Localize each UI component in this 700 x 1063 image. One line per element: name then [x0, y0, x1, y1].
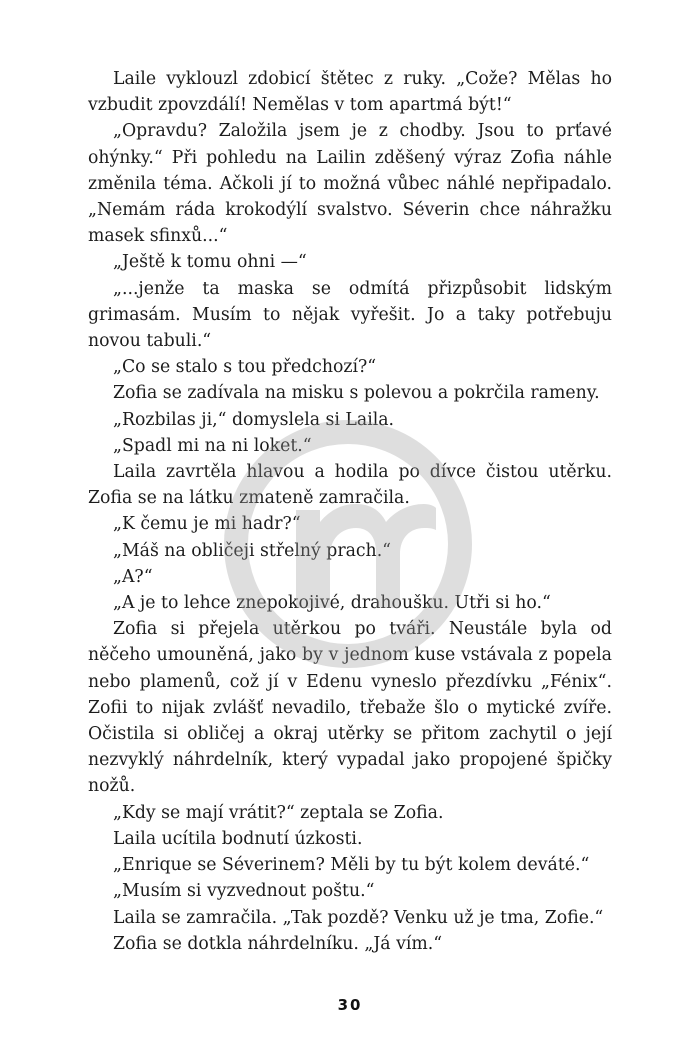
paragraph: „K čemu je mi hadr?“	[113, 514, 301, 535]
paragraph: „...jenže ta maska se odmítá přizpůsobit lidským grimasám. Musím to nějak vyřešit. Jo a taky potřebuju novou tabuli.“	[88, 278, 612, 352]
paragraph: „Spadl mi na ni loket.“	[113, 435, 312, 456]
paragraph: „Musím si vyzvednout poštu.“	[113, 881, 375, 902]
paragraph: Zofia se dotkla náhrdelníku. „Já vím.“	[113, 933, 443, 954]
paragraph: „Co se stalo s tou předchozí?“	[113, 357, 377, 378]
paragraph: Laila zavrtěla hlavou a hodila po dívce čistou utěrku. Zofia se na látku zmateně zamračila.	[88, 462, 612, 509]
paragraph: Zofia se zadívala na misku s polevou a pokrčila rameny.	[113, 383, 600, 404]
paragraph: Zofia si přejela utěrkou po tváři. Neustále byla od něčeho umouněná, jako by v jednom kuse vstávala z popela nebo plamenů, což jí v Edenu vyneslo přezdívku „Fénix“. Zofii to nijak zvlášť nevadilo, třebaže šlo o mytické zvíře. Očistila si obličej a okraj utěrky se přitom zachytil o její nezvyklý náhrdelník, který vypadal jako propojené špičky nožů.	[88, 619, 612, 797]
paragraph: „Máš na obličeji střelný prach.“	[113, 540, 392, 561]
paragraph: Laila ucítila bodnutí úzkosti.	[113, 828, 363, 849]
page-number: 30	[337, 996, 363, 1014]
paragraph: „A?“	[113, 566, 153, 587]
paragraph: „Enrique se Séverinem? Měli by tu být kolem deváté.“	[113, 855, 590, 876]
paragraph: „Ještě k tomu ohni —“	[113, 252, 307, 273]
body-text	[88, 66, 612, 957]
paragraph: „Kdy se mají vrátit?“ zeptala se Zofia.	[113, 802, 444, 823]
paragraph: „Rozbilas ji,“ domyslela si Laila.	[113, 409, 395, 430]
paragraph: „A je to lehce znepokojivé, drahoušku. Utři si ho.“	[113, 593, 551, 614]
paragraph: „Opravdu? Založila jsem je z chodby. Jsou to prťavé ohýnky.“ Při pohledu na Lailin zděšený výraz Zofia náhle změnila téma. Ačkoli jí to možná vůbec náhlé nepřipadalo. „Nemám ráda krokodýlí svalstvo. Séverin chce náhražku masek sfinxů...“	[88, 121, 612, 247]
paragraph: Laile vyklouzl zdobicí štětec z ruky. „Cože? Mělas ho vzbudit zpovzdálí! Nemělas v tom apartmá být!“	[88, 69, 612, 116]
paragraph: Laila se zamračila. „Tak pozdě? Venku už je tma, Zofie.“	[113, 907, 604, 928]
